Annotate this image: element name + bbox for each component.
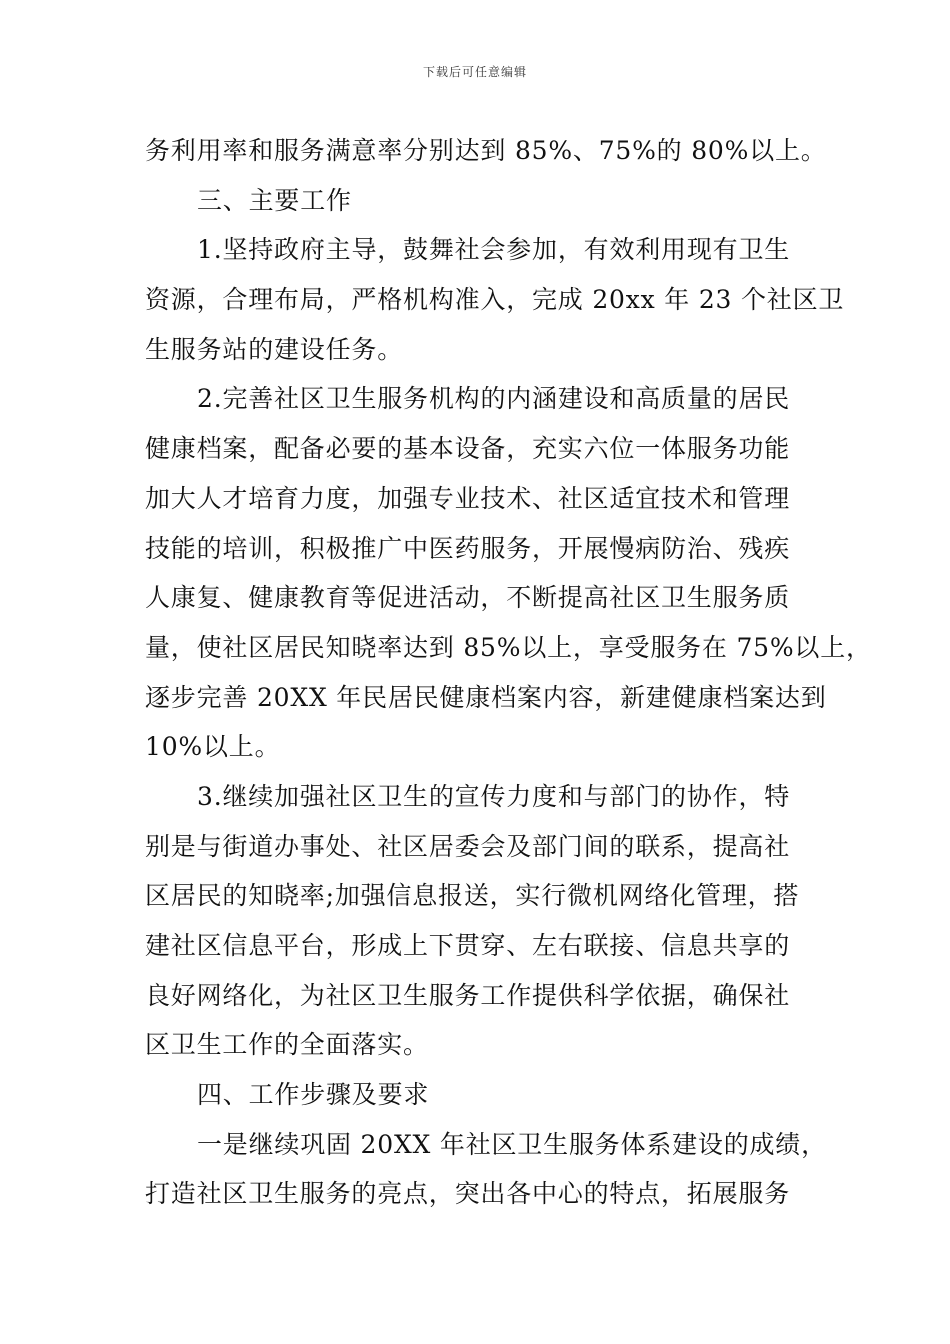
text-line: 逐步完善 20XX 年民居民健康档案内容，新建健康档案达到 — [145, 682, 827, 712]
text-line: 区居民的知晓率;加强信息报送，实行微机网络化管理，搭 — [145, 881, 800, 911]
text-line: 别是与街道办事处、社区居委会及部门间的联系，提高社 — [145, 831, 791, 861]
text-line: 打造社区卫生服务的亮点，突出各中心的特点，拓展服务 — [145, 1179, 791, 1209]
page-header: 下载后可任意编辑 — [422, 65, 527, 79]
text-line: 建社区信息平台，形成上下贯穿、左右联接、信息共享的 — [145, 931, 791, 960]
text-line: 3.继续加强社区卫生的宣传力度和与部门的协作，特 — [197, 781, 791, 811]
document-body — [145, 126, 872, 1219]
text-line: 资源，合理布局，严格机构准入，完成 20xx 年 23 个社区卫 — [145, 285, 845, 315]
text-line: 加大人才培育力度，加强专业技术、社区适宜技术和管理 — [145, 483, 791, 513]
text-line: 技能的培训，积极推广中医药服务，开展慢病防治、残疾 — [145, 533, 791, 563]
text-line: 2.完善社区卫生服务机构的内涵建设和高质量的居民 — [197, 384, 791, 414]
text-line: 健康档案，配备必要的基本设备，充实六位一体服务功能 — [145, 434, 791, 464]
text-line: 区卫生工作的全面落实。 — [145, 1030, 429, 1060]
text-line: 10%以上。 — [145, 732, 281, 762]
text-line: 生服务站的建设任务。 — [145, 334, 404, 364]
section-heading-steps: 四、工作步骤及要求 — [197, 1080, 430, 1110]
text-line: 一是继续巩固 20XX 年社区卫生服务体系建设的成绩， — [197, 1129, 827, 1159]
text-line: 1.坚持政府主导，鼓舞社会参加，有效利用现有卫生 — [197, 235, 791, 265]
text-line: 人康复、健康教育等促进活动，不断提高社区卫生服务质 — [145, 583, 791, 613]
section-heading-main-work: 三、主要工作 — [197, 185, 352, 215]
text-line: 良好网络化，为社区卫生服务工作提供科学依据，确保社 — [145, 980, 791, 1010]
text-line: 量，使社区居民知晓率达到 85%以上，享受服务在 75%以上， — [145, 632, 872, 662]
text-line: 务利用率和服务满意率分别达到 85%、75%的 80%以上。 — [145, 136, 827, 165]
